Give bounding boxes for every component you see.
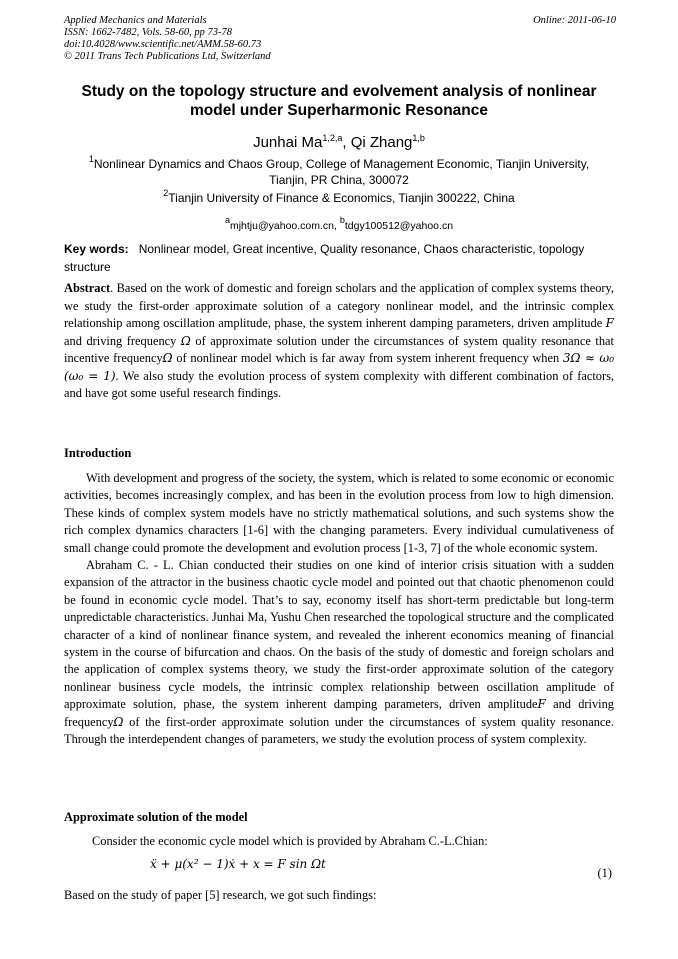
affiliation-2-text: Tianjin University of Finance & Economics, Tianjin 300222, China bbox=[168, 191, 515, 205]
abstract-text-2: and driving frequency bbox=[64, 333, 181, 348]
symbol-f: F bbox=[537, 697, 546, 712]
abstract-text-3: of approximate solution under the circumstances of system quality resonance that incentive frequency bbox=[64, 333, 614, 365]
affiliation-1-line-2: Tianjin, PR China, 300072 bbox=[269, 173, 409, 187]
keywords-label: Key words: bbox=[64, 242, 129, 256]
author-list bbox=[64, 134, 614, 152]
keywords-section bbox=[64, 240, 614, 276]
email-a-link[interactable]: mjhtju@yahoo.com.cn bbox=[229, 220, 335, 232]
introduction-paragraph-2 bbox=[64, 557, 614, 748]
title-line-2: model under Superharmonic Resonance bbox=[189, 102, 488, 119]
approximate-solution-heading: Approximate solution of the model bbox=[64, 810, 248, 824]
journal-name: Applied Mechanics and Materials bbox=[64, 15, 207, 26]
equation-1: ẍ + μ(x² − 1)ẋ + x = F sin Ωt bbox=[150, 857, 326, 871]
symbol-omega: Ω bbox=[162, 351, 173, 365]
introduction-paragraph-1: With development and progress of the society, the system, which is related to some economic or economic activities, becomes increasingly complex, and has been in the evolution process from low to high dimension. These kinds of complex system models have no strictly mathematical solutions, and such systems show the rich complex dynamics characters [1-6] with the changing parameters. Every individual cumulativeness of small change could promote the development and evolution process [1-3, 7] of the whole economic system. bbox=[64, 471, 614, 555]
journal-header bbox=[64, 15, 616, 63]
doi-line: doi:10.4028/www.scientific.net/AMM.58-60.73 bbox=[64, 39, 262, 50]
affiliation-2 bbox=[64, 190, 614, 206]
introduction-body bbox=[64, 470, 614, 749]
abstract-section bbox=[64, 280, 614, 403]
email-separator: , bbox=[334, 220, 340, 232]
symbol-f: F bbox=[605, 316, 614, 330]
intro-p2-text-3: of the first-order approximate solution under the circumstances of system quality resonance. Through the interdependent changes of parameters, we study the evolution process of system complexity. bbox=[64, 714, 614, 747]
affiliation-2-sup: 2 bbox=[163, 188, 169, 198]
email-a-sup: a bbox=[224, 215, 230, 225]
author-separator: , bbox=[342, 134, 351, 151]
abstract-text-1: . Based on the work of domestic and foreign scholars and the application of complex systems theory, we study the first-order approximate solution of a category nonlinear model, and the intrinsic complex relationship among oscillation amplitude, phase, the system inherent damping parameters, driven amplitude bbox=[64, 281, 614, 330]
intro-p2-text-1: Abraham C. - L. Chian conducted their studies on one kind of interior crisis situation with a sudden expansion of the attractor in the business chaotic cycle model and pointed out that chaotic phenomenon could be found in economic cycle model. That’s to say, economy itself has short-term predictable but long-term unpredictable characteristics. Junhai Ma, Yushu Chen researched the topological structure and the complicated character of a kind of nonlinear finance system, and revealed the inherent economics meaning of financial system in the course of bifurcation and chaos. On the basis of the study of domestic and foreign scholars and the application of complex systems theory, we study the first-order approximate solution of the category nonlinear business cycle models, the intrinsic complex relationship between oscillation amplitude of approximate solution, phase, the system inherent damping parameters, driven amplitude bbox=[64, 558, 614, 712]
author-emails bbox=[64, 215, 614, 233]
abstract-text-5: . We also study the evolution process of system complexity with different combination of factors, and have got some useful research findings. bbox=[64, 368, 614, 400]
abstract-text-4: of nonlinear model which is far away from system inherent frequency when bbox=[172, 351, 563, 365]
abstract-label: Abstract bbox=[64, 281, 111, 295]
model-intro-text: Consider the economic cycle model which is provided by Abraham C.-L.Chian: bbox=[92, 834, 488, 848]
symbol-omega: Ω bbox=[113, 714, 124, 729]
introduction-heading: Introduction bbox=[64, 446, 132, 460]
author-2-affil-sup: 1,b bbox=[412, 133, 425, 143]
paper-title bbox=[64, 82, 614, 120]
affiliation-1-line-1: Nonlinear Dynamics and Chaos Group, College of Management Economic, Tianjin University, bbox=[93, 157, 590, 171]
keywords-text: Nonlinear model, Great incentive, Quality resonance, Chaos characteristic, topology structure bbox=[64, 242, 585, 274]
issn-line: ISSN: 1662-7482, Vols. 58-60, pp 73-78 bbox=[64, 27, 232, 38]
findings-text: Based on the study of paper [5] research, we got such findings: bbox=[64, 888, 377, 902]
copyright-line: © 2011 Trans Tech Publications Ltd, Switzerland bbox=[64, 51, 271, 62]
email-b-sup: b bbox=[339, 215, 345, 225]
email-b-link[interactable]: tdgy100512@yahoo.cn bbox=[344, 220, 454, 232]
author-1-name: Junhai Ma bbox=[253, 134, 323, 151]
symbol-omega: Ω bbox=[180, 333, 191, 348]
title-line-1: Study on the topology structure and evolvement analysis of nonlinear bbox=[81, 83, 597, 100]
equation-1-number: (1) bbox=[597, 866, 612, 880]
resonance-condition: 3Ω ≈ ω₀ (ω₀ = 1) bbox=[64, 351, 615, 383]
affiliation-1-sup: 1 bbox=[88, 154, 94, 164]
online-date: Online: 2011-06-10 bbox=[533, 15, 616, 26]
author-1-affil-sup: 1,2,a bbox=[322, 133, 343, 143]
intro-p2-text-2: and driving frequency bbox=[64, 697, 614, 729]
author-2-name: Qi Zhang bbox=[350, 134, 413, 151]
affiliation-1 bbox=[64, 156, 614, 188]
